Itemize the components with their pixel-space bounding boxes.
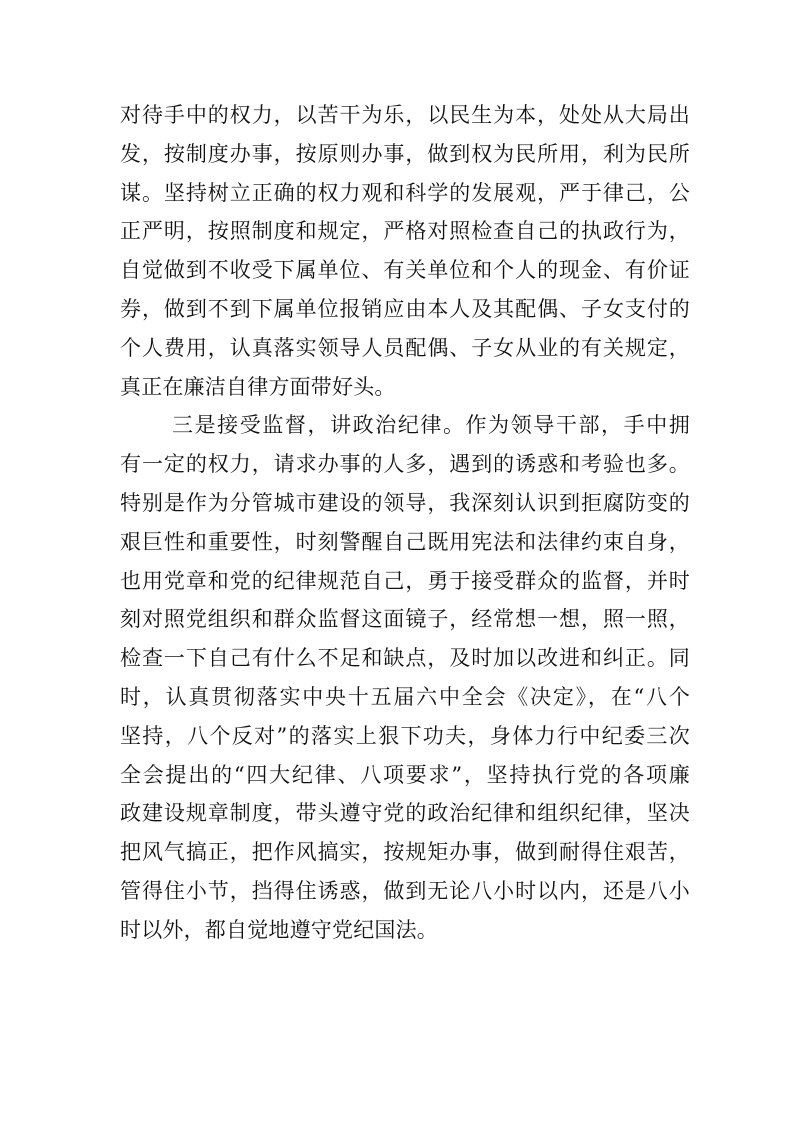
text-line-19: 政建设规章制度，带头遵守党的政治纪律和组织纪律，坚决 <box>120 801 690 826</box>
paragraph-heading-line: 三是接受监督，讲政治纪律。作为领导干部，手中拥 <box>172 413 690 438</box>
text-line-4: 正严明，按照制度和规定，严格对照检查自己的执政行为， <box>120 219 690 244</box>
text-line-5: 自觉做到不收受下属单位、有关单位和个人的现金、有价证 <box>120 258 690 283</box>
text-line-6: 券，做到不到下属单位报销应由本人及其配偶、子女支付的 <box>120 296 690 321</box>
text-line-14: 刻对照党组织和群众监督这面镜子，经常想一想，照一照， <box>120 607 690 632</box>
body-text <box>120 96 690 950</box>
text-line-3: 谋。坚持树立正确的权力观和科学的发展观，严于律己，公 <box>120 180 690 205</box>
text-line-16: 时，认真贯彻落实中央十五届六中全会《决定》，在“八个 <box>120 684 690 709</box>
text-line-21: 管得住小节，挡得住诱惑，做到无论八小时以内，还是八小 <box>120 878 690 903</box>
text-line-20: 把风气搞正，把作风搞实，按规矩办事，做到耐得住艰苦， <box>120 840 690 865</box>
text-line-2: 发，按制度办事，按原则办事，做到权为民所用，利为民所 <box>120 141 690 166</box>
text-line-22: 时以外，都自觉地遵守党纪国法。 <box>120 917 438 942</box>
text-line-8: 真正在廉洁自律方面带好头。 <box>120 374 396 399</box>
text-line-11: 特别是作为分管城市建设的领导，我深刻认识到拒腐防变的 <box>120 490 690 515</box>
text-line-7: 个人费用，认真落实领导人员配偶、子女从业的有关规定， <box>120 335 690 360</box>
text-line-18: 全会提出的“四大纪律、八项要求”，坚持执行党的各项廉 <box>120 762 690 787</box>
text-line-12: 艰巨性和重要性，时刻警醒自己既用宪法和法律约束自身， <box>120 529 690 554</box>
text-line-15: 检查一下自己有什么不足和缺点，及时加以改进和纠正。同 <box>120 646 690 671</box>
text-line-10: 有一定的权力，请求办事的人多，遇到的诱惑和考验也多。 <box>120 452 690 477</box>
text-line-13: 也用党章和党的纪律规范自己，勇于接受群众的监督，并时 <box>120 568 690 593</box>
text-line-1: 对待手中的权力，以苦干为乐，以民生为本，处处从大局出 <box>120 103 690 127</box>
text-line-17: 坚持，八个反对”的落实上狠下功夫，身体力行中纪委三次 <box>120 723 690 748</box>
